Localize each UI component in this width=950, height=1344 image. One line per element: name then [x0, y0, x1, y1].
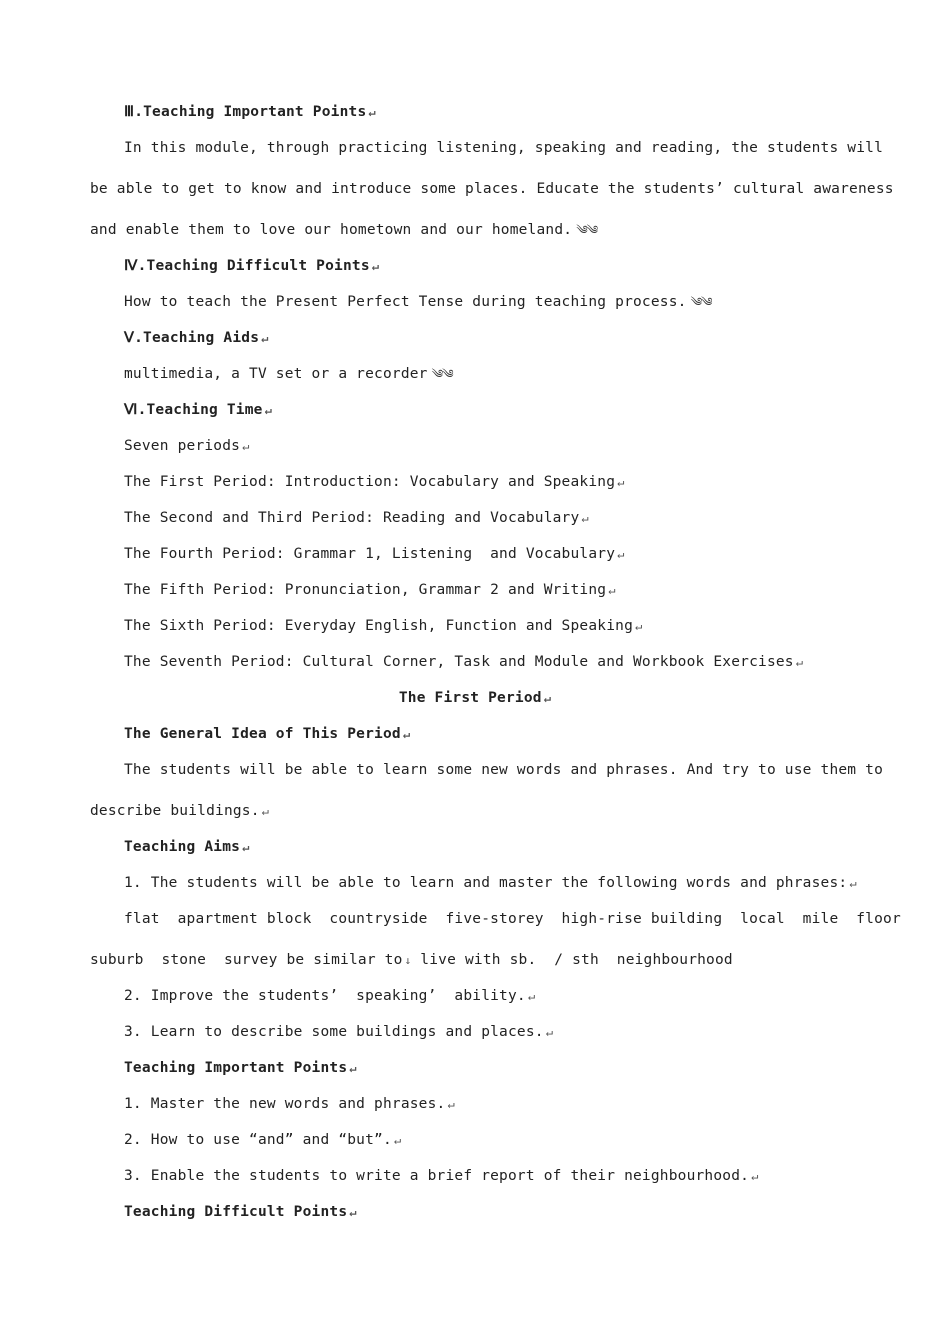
section-heading-teaching-aids: Ⅴ.Teaching Aids ↵ — [124, 330, 269, 346]
paragraph-line: be able to get to know and introduce some places. Educate the students’ cultural awareness — [90, 181, 894, 197]
list-item: The Sixth Period: Everyday English, Function and Speaking ↵ — [124, 618, 643, 634]
list-item: 1. Master the new words and phrases. ↵ — [124, 1096, 455, 1112]
decorative-glyph-icon: ༄༄ — [576, 223, 598, 237]
list-item: The Fourth Period: Grammar 1, Listening and Vocabulary ↵ — [124, 546, 625, 562]
section-heading-teaching-aims: Teaching Aims ↵ — [124, 839, 250, 855]
page-title: The First Period ↵ — [398, 690, 552, 706]
paragraph-line: The students will be able to learn some new words and phrases. And try to use them to — [124, 762, 884, 778]
section-heading-difficult-points: Ⅳ.Teaching Difficult Points ↵ — [124, 258, 380, 274]
line-break-mark: ↓ — [404, 954, 412, 967]
decorative-glyph-icon: ༄༄ — [690, 295, 712, 309]
decorative-glyph-icon: ༄༄ — [431, 367, 453, 381]
section-heading-general-idea: The General Idea of This Period ↵ — [124, 726, 411, 742]
vocabulary-line: suburb stone survey be similar to ↓ live with sb. / sth neighbourhood — [90, 952, 733, 968]
list-item: The Fifth Period: Pronunciation, Grammar 2 and Writing ↵ — [124, 582, 616, 598]
paragraph-line: multimedia, a TV set or a recorder ༄༄ — [124, 366, 453, 382]
paragraph-line: and enable them to love our hometown and our homeland. ༄༄ — [90, 222, 598, 238]
section-heading-teaching-important: Teaching Important Points ↵ — [124, 1060, 357, 1076]
list-item: 1. The students will be able to learn and master the following words and phrases: ↵ — [124, 875, 857, 891]
list-item: 3. Enable the students to write a brief report of their neighbourhood. ↵ — [124, 1168, 759, 1184]
list-item: Seven periods ↵ — [124, 438, 250, 454]
list-item: The First Period: Introduction: Vocabulary and Speaking ↵ — [124, 474, 625, 490]
section-heading-important-points: Ⅲ.Teaching Important Points ↵ — [124, 104, 376, 120]
list-item: The Second and Third Period: Reading and Vocabulary ↵ — [124, 510, 589, 526]
list-item: 3. Learn to describe some buildings and places. ↵ — [124, 1024, 554, 1040]
paragraph-line: describe buildings. ↵ — [90, 803, 270, 819]
section-heading-teaching-difficult: Teaching Difficult Points ↵ — [124, 1204, 357, 1220]
paragraph-line: How to teach the Present Perfect Tense during teaching process. ༄༄ — [124, 294, 712, 310]
list-item: The Seventh Period: Cultural Corner, Task and Module and Workbook Exercises ↵ — [124, 654, 804, 670]
list-item: 2. Improve the students’ speaking’ ability. ↵ — [124, 988, 536, 1004]
section-heading-teaching-time: Ⅵ.Teaching Time ↵ — [124, 402, 273, 418]
list-item: 2. How to use “and” and “but”. ↵ — [124, 1132, 402, 1148]
vocabulary-line: flat apartment block countryside five-storey high-rise building local mile floor — [124, 911, 901, 927]
paragraph-line: In this module, through practicing listening, speaking and reading, the students will — [124, 140, 884, 156]
